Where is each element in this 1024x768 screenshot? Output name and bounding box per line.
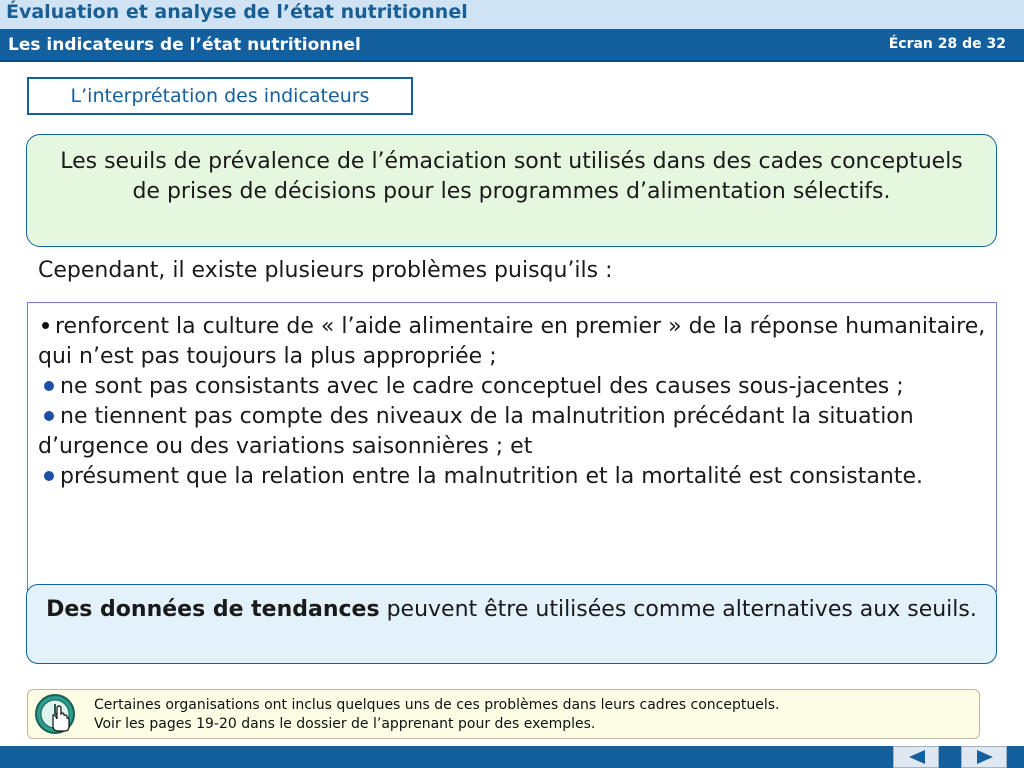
list-item	[38, 462, 986, 492]
list-item	[38, 402, 986, 462]
course-header	[0, 0, 1024, 29]
bullet-icon	[42, 322, 49, 329]
conclusion-bold: Des données de tendances	[46, 597, 380, 622]
intro-text: Cependant, il existe plusieurs problèmes puisqu’ils :	[38, 258, 613, 283]
clock-hand-icon[interactable]	[34, 693, 76, 735]
triangle-left-icon	[908, 750, 926, 764]
next-button[interactable]	[961, 746, 1007, 768]
problems-list	[27, 302, 997, 592]
bullet-icon	[44, 381, 54, 391]
conclusion-text: peuvent être utilisées comme alternatives aux seuils.	[379, 597, 977, 622]
list-item-text: présument que la relation entre la malnutrition et la mortalité est consistante.	[60, 464, 923, 489]
conclusion-box	[26, 584, 997, 664]
list-item	[38, 372, 986, 402]
section-title: Les indicateurs de l’état nutritionnel	[8, 35, 361, 55]
bullet-icon	[44, 471, 54, 481]
list-item-text: renforcent la culture de « l’aide alimentaire en premier » de la réponse humanitaire, qui n’est pas toujours la plus appropriée ;	[38, 314, 986, 369]
list-item-text: ne tiennent pas compte des niveaux de la malnutrition précédant la situation d’urgence ou des variations saisonnières ; et	[38, 404, 914, 459]
list-item-text: ne sont pas consistants avec le cadre conceptuel des causes sous-jacentes ;	[60, 374, 904, 399]
footer-bar	[0, 746, 1024, 768]
triangle-right-icon	[976, 750, 994, 764]
section-header	[0, 29, 1024, 62]
note-line: Certaines organisations ont inclus quelques uns de ces problèmes dans leurs cadres conceptuels.	[94, 697, 780, 713]
page-subtitle: L’interprétation des indicateurs	[27, 77, 413, 115]
note-line: Voir les pages 19-20 dans le dossier de l’apprenant pour des exemples.	[94, 716, 596, 732]
screen-counter: Écran 28 de 32	[888, 36, 1006, 52]
note-box	[27, 689, 980, 739]
note-text	[94, 696, 779, 734]
highlight-box	[26, 134, 997, 247]
course-title: Évaluation et analyse de l’état nutritionnel	[6, 1, 468, 23]
highlight-text: Les seuils de prévalence de l’émaciation sont utilisés dans des cades conceptuels de prises de décisions pour les programmes d’alimentation sélectifs.	[60, 149, 963, 204]
bullet-icon	[44, 411, 54, 421]
previous-button[interactable]	[893, 746, 939, 768]
list-item	[38, 312, 986, 372]
